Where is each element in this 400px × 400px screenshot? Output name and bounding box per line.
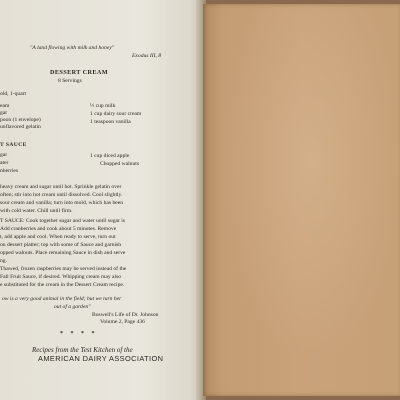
- sauce-ingredient-right: Chopped walnuts: [100, 161, 139, 167]
- ingredient-right: 1 teaspoon vanilla: [90, 119, 131, 125]
- attribution-line: Boswell's Life of Dr. Johnson: [92, 312, 159, 318]
- sauce-ingredient-left: gar: [0, 152, 8, 158]
- separator: * * * *: [60, 331, 98, 337]
- ingredient-left: poon (1 envelope): [0, 117, 41, 123]
- sauce-ingredient-right: 1 cup diced apple: [90, 153, 130, 159]
- attribution-line: Volume 2, Page 436: [100, 319, 145, 325]
- mold-size: old, 1-quart: [0, 91, 27, 97]
- sauce-method-line: T SAUCE: Cook together sugar and water until sugar is: [0, 218, 125, 224]
- sauce-method-line: Thawed, frozen raspberries may be served instead of the: [0, 266, 127, 272]
- sauce-method-line: e substituted for the cream in the Dessert Cream recipe.: [0, 282, 125, 288]
- sauce-method-line: t, add apple and cool. When ready to serve, turn out: [0, 234, 116, 240]
- footer-line-2: AMERICAN DAIRY ASSOCIATION: [38, 354, 164, 363]
- sauce-heading: T SAUCE: [0, 142, 27, 148]
- sauce-method-line: Add cranberries and cook about 5 minutes. Remove: [0, 226, 117, 232]
- recipe-servings: 8 Servings: [58, 78, 82, 84]
- sauce-ingredient-left: ater: [0, 160, 9, 166]
- sauce-ingredient-left: nberries: [0, 168, 19, 174]
- ingredient-left: unflavored gelatin: [0, 124, 41, 130]
- epigraph-quote: "A land flowing with milk and honey": [30, 45, 115, 51]
- footer-line-1: Recipes from the Test Kitchen of the: [32, 346, 133, 354]
- ingredient-right: 1 cup dairy sour cream: [90, 111, 142, 117]
- sauce-method-line: ng.: [0, 258, 7, 264]
- ingredient-right: ½ cup milk: [90, 103, 116, 109]
- method-line: heavy cream and sugar until hot. Sprinkle gelatin over: [0, 184, 122, 190]
- sauce-method-line: opped walnuts. Place remaining Sauce in dish and serve: [0, 250, 126, 256]
- sauce-method-line: Fall Fruit Sauce, if desired. Whipping cream may also: [0, 274, 122, 280]
- quote-line: out of a garden": [54, 304, 91, 310]
- epigraph-citation: Exodus III, 8: [132, 53, 162, 59]
- ingredient-left: gar: [0, 110, 8, 116]
- method-line: sour cream and vanilla; turn into mold, which has been: [0, 200, 124, 206]
- sauce-method-line: on dessert platter; top with some of Sauce and garnish: [0, 242, 122, 248]
- quote-line: ow is a very good animal in the field; but we turn her: [2, 296, 122, 302]
- recipe-title: DESSERT CREAM: [50, 69, 108, 76]
- ingredient-left: eam: [0, 103, 10, 109]
- right-page-kraft-paper: [203, 4, 400, 396]
- method-line: often; stir into hot cream until dissolved. Cool slightly.: [0, 192, 123, 198]
- method-line: with cold water. Chill until firm.: [0, 208, 73, 214]
